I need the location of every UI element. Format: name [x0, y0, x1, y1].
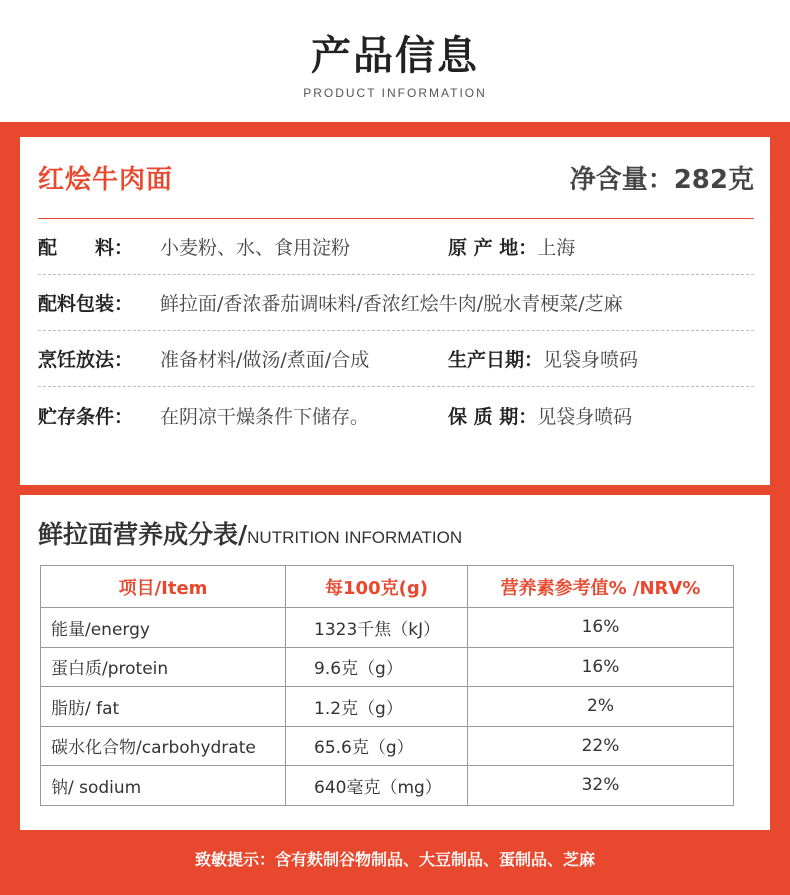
- info-row-packaging: [38, 275, 754, 331]
- info-row-ingredients: [38, 219, 754, 275]
- allergen-notice: 致敏提示：含有麸制谷物制品、大豆制品、蛋制品、芝麻: [194, 850, 595, 869]
- info-label: 贮存条件：: [38, 405, 134, 428]
- page-header: [0, 0, 790, 122]
- cell-amount: 1.2克（g）: [286, 687, 468, 727]
- nutrition-title-cn: 鲜拉面营养成分表/: [38, 520, 248, 549]
- table-row: [41, 726, 734, 766]
- page-subtitle: PRODUCT INFORMATION: [303, 86, 487, 100]
- info-row-cooking: [38, 331, 754, 387]
- cell-item: 脂肪/ fat: [41, 687, 286, 727]
- table-row: [41, 647, 734, 687]
- cell-nrv: 22%: [468, 726, 734, 766]
- info-label: 保 质 期：: [448, 405, 538, 428]
- info-label: 配料包装：: [38, 293, 134, 315]
- cell-nrv: 2%: [468, 687, 734, 727]
- product-header: [38, 137, 754, 219]
- cell-item: 蛋白质/protein: [41, 647, 286, 687]
- nutrition-table: [40, 565, 734, 806]
- product-name: 红烩牛肉面: [38, 165, 174, 195]
- cell-item: 碳水化合物/carbohydrate: [41, 726, 286, 766]
- info-label: 生产日期：: [448, 349, 544, 371]
- info-value: 小麦粉、水、食用淀粉: [160, 237, 351, 259]
- header-per100g: 每100克(g): [286, 566, 468, 608]
- info-label: 配 料：: [38, 237, 134, 259]
- table-row: [41, 766, 734, 806]
- nutrition-title: [38, 515, 750, 551]
- cell-amount: 65.6克（g）: [286, 726, 468, 766]
- info-label: 烹饪放法：: [38, 349, 134, 371]
- page-title: 产品信息: [311, 33, 479, 79]
- cell-amount: 9.6克（g）: [286, 647, 468, 687]
- nutrition-title-en: NUTRITION INFORMATION: [247, 528, 463, 547]
- info-row-storage: [38, 387, 754, 443]
- table-row: [41, 687, 734, 727]
- cell-amount: 1323千焦（kJ）: [286, 608, 468, 648]
- info-value: 见袋身喷码: [537, 405, 633, 428]
- cell-item: 能量/energy: [41, 608, 286, 648]
- header-nrv: 营养素参考值% /NRV%: [468, 566, 734, 608]
- product-info-card: [20, 137, 770, 485]
- info-value: 鲜拉面/香浓番茄调味料/香浓红烩牛肉/脱水青梗菜/芝麻: [160, 293, 623, 315]
- header-item: 项目/Item: [41, 566, 286, 608]
- net-content: 净含量：282克: [569, 165, 754, 195]
- cell-amount: 640毫克（mg）: [286, 766, 468, 806]
- cell-nrv: 16%: [468, 647, 734, 687]
- info-value: 准备材料/做汤/煮面/合成: [160, 349, 370, 371]
- table-header-row: [41, 566, 734, 608]
- info-value: 在阴凉干燥条件下储存。: [160, 405, 370, 428]
- cell-nrv: 16%: [468, 608, 734, 648]
- info-value: 见袋身喷码: [543, 349, 639, 371]
- cell-nrv: 32%: [468, 766, 734, 806]
- cell-item: 钠/ sodium: [41, 766, 286, 806]
- nutrition-card: [20, 495, 770, 830]
- table-row: [41, 608, 734, 648]
- info-value: 上海: [537, 237, 576, 259]
- info-label: 原 产 地：: [448, 237, 538, 259]
